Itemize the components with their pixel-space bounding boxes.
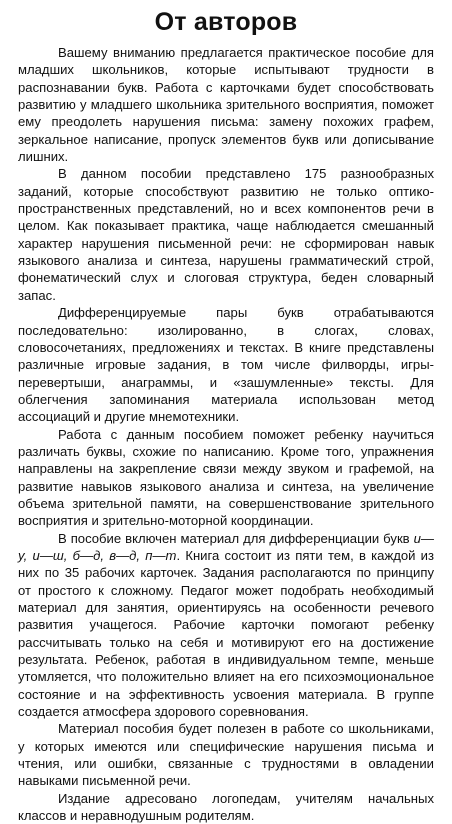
page-title: От авторов <box>154 8 298 36</box>
paragraph-text: Дифференцируемые пары букв отрабатываются последовательно: изолированно, в слогах, словах, словосочетаниях, предложениях и текстах. В книге представлены различные игровые задания, в том числе филворды, игры-перевертыши, анаграммы, и «зашумленные» тексты. Для облегчения запоминания материала использован метод ассоциаций и другие мнемотехники. <box>18 305 434 425</box>
italic-letters: и—у, и—ш, б—д, в—д, п—т <box>18 530 434 563</box>
paragraph-text: Вашему вниманию предлагается практическое пособие для младших школьников, которые испытывают трудности в распознавании букв. Работа с карточками будет способствовать развитию у младшего школьника зрительного восприятия, поможет ему преодолеть нарушения письма: замену похожих графем, зеркальное написание, пропуск элементов букв или дописывание лишних. <box>18 45 434 165</box>
paragraph-text: Издание адресовано логопедам, учителям начальных классов и неравнодушным родителям. <box>18 790 434 824</box>
paragraph <box>18 720 434 789</box>
paragraph <box>18 165 434 304</box>
paragraph <box>18 304 434 425</box>
body-text <box>18 44 434 824</box>
paragraph <box>18 790 434 824</box>
paragraph-text: . Книга состоит из пяти тем, в каждой из них по 35 рабочих карточек. Задания располагаются по принципу от простого к сложному. Педагог может подобрать необходимый материал для занятия, ориентируясь на особенности речевого развития учащегося. Рабочие карточки помогают ребенку рассчитывать только на себя и мотивируют его на достижение результата. Ребенок, работая в индивидуальном темпе, меньше утомляется, что положительно влияет на его психоэмоциональное состояние и на эффективность усвоения материала. В группе создается атмосфера здорового соревнования. <box>18 547 434 720</box>
paragraph <box>18 44 434 165</box>
paragraph-text: Материал пособия будет полезен в работе со школьниками, у которых имеются или специфические нарушения письма и чтения, или ошибки, связанные с трудностями в овладении навыками письменной речи. <box>18 721 434 789</box>
paragraph-text: В данном пособии представлено 175 разнообразных заданий, которые способствуют развитию не только оптико-пространственных представлений, но и всех компонентов речи в целом. Как показывает практика, чаще наблюдается смешанный характер нарушения письменной речи: не сформирован навык языкового анализа и синтеза, нарушены грамматический строй, фонематический слух и слоговая структура, беден словарный запас. <box>18 166 434 303</box>
paragraph-text: В пособие включен материал для дифференциации букв <box>58 530 414 546</box>
paragraph <box>18 530 434 721</box>
paragraph <box>18 426 434 530</box>
paragraph-text: Работа с данным пособием поможет ребенку научиться различать буквы, схожие по написанию. Кроме того, упражнения направлены на закрепление связи между звуком и графемой, на развитие навыков языкового анализа и синтеза, на увеличение объема зрительной памяти, на совершенствование зрительного восприятия и зрительно-моторной координации. <box>18 426 434 529</box>
